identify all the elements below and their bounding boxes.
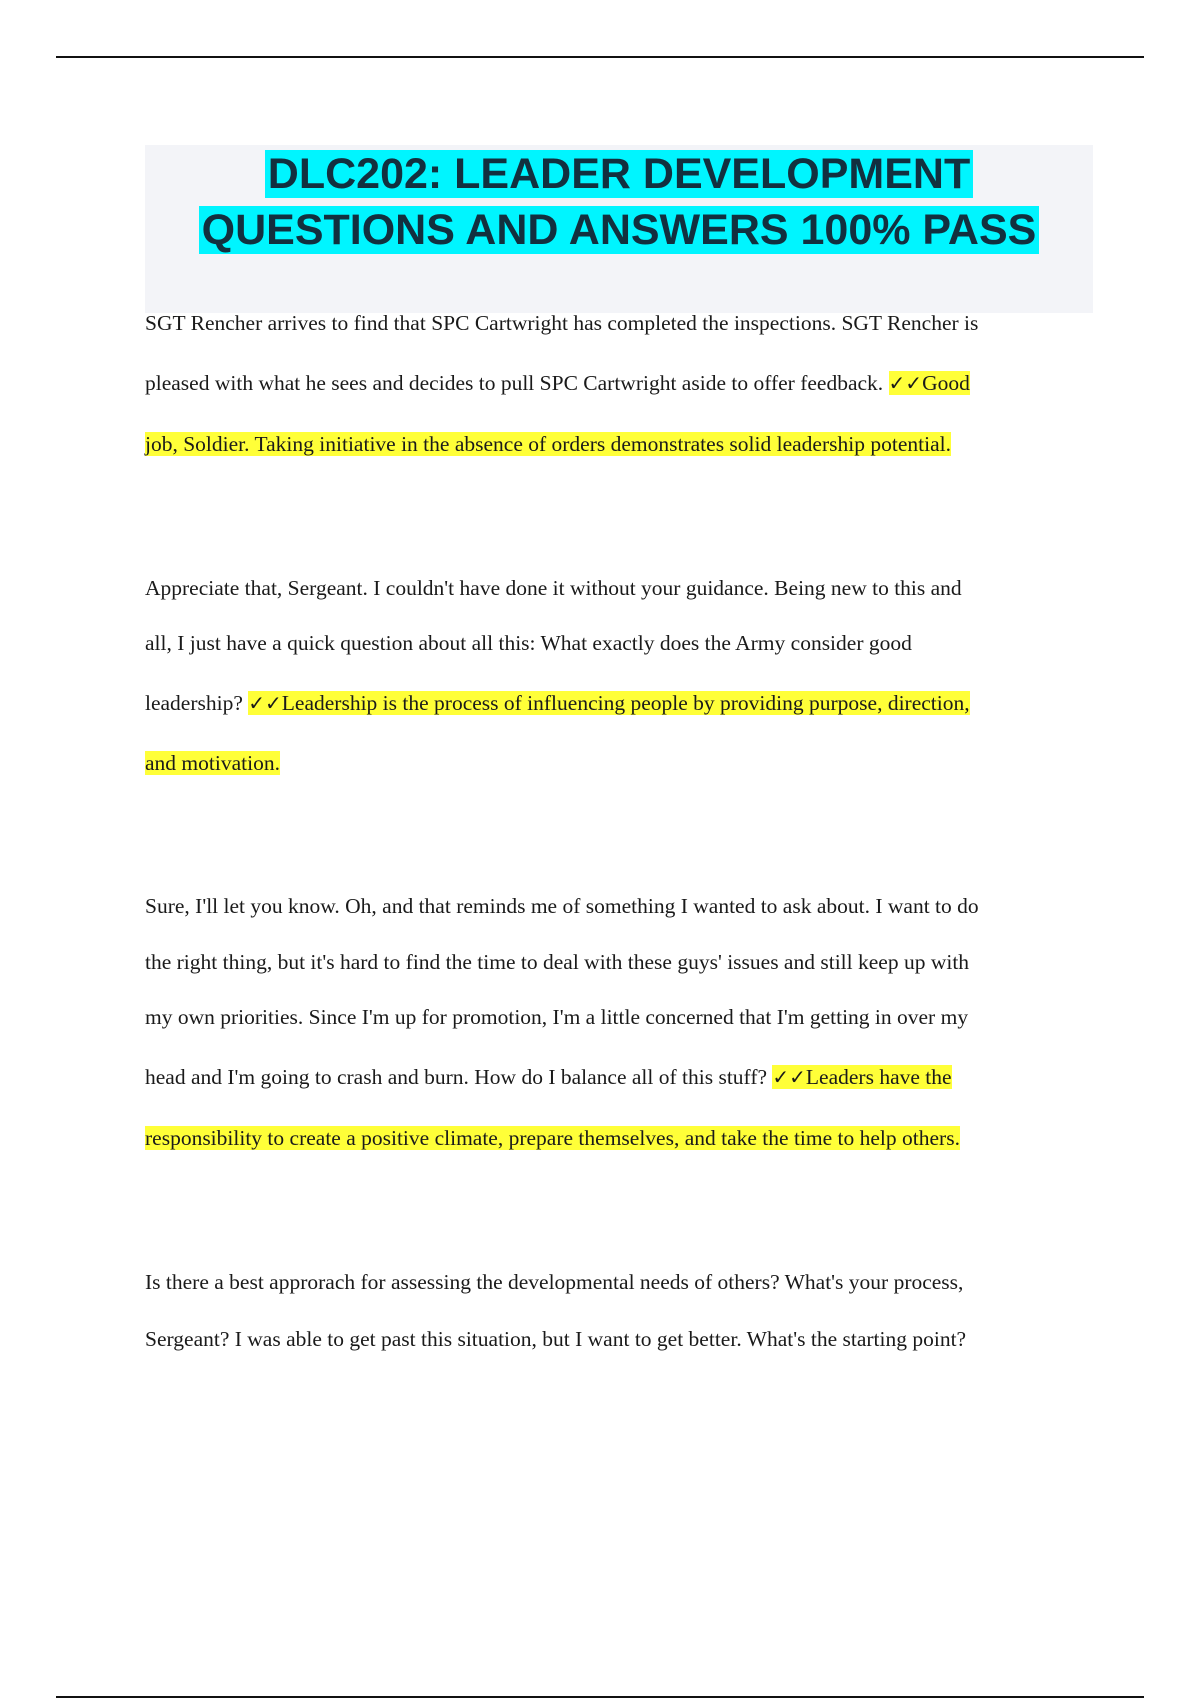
double-check-icon: ✓✓ (248, 691, 282, 715)
answer-text-line (145, 751, 280, 776)
answer-highlight (772, 1065, 951, 1089)
title-line-2: QUESTIONS AND ANSWERS 100% PASS (199, 206, 1040, 254)
question-text-line (145, 691, 970, 716)
question-text: Appreciate that, Sergeant. I couldn't have done it without your guidance. Being new to this and (145, 576, 962, 600)
title-block (145, 145, 1093, 313)
qa-item-1 (145, 311, 1105, 456)
answer-text-line (145, 432, 951, 457)
question-text: Sergeant? I was able to get past this situation, but I want to get better. What's the starting point? (145, 1327, 967, 1351)
bottom-rule (56, 1696, 1144, 1698)
question-text: the right thing, but it's hard to find the time to deal with these guys' issues and still keep up with (145, 950, 970, 974)
answer-text: Leaders have the (805, 1065, 952, 1089)
answer-text: job, Soldier. Taking initiative in the absence of orders demonstrates solid leadership potential. (145, 432, 951, 456)
question-text: head and I'm going to crash and burn. How do I balance all of this stuff? (145, 1065, 773, 1089)
answer-highlight (248, 691, 969, 715)
answer-highlight (889, 371, 970, 395)
title-line-1: DLC202: LEADER DEVELOPMENT (265, 150, 973, 198)
answer-text-line (145, 1126, 960, 1151)
answer-text: Leadership is the process of influencing people by providing purpose, direction, (281, 691, 970, 715)
answer-text: and motivation. (145, 751, 280, 775)
question-text: all, I just have a quick question about all this: What exactly does the Army consider good (145, 631, 912, 655)
double-check-icon: ✓✓ (772, 1065, 806, 1089)
question-text-line (145, 371, 970, 396)
question-text: Sure, I'll let you know. Oh, and that reminds me of something I wanted to ask about. I want to do (145, 894, 979, 918)
question-text: pleased with what he sees and decides to pull SPC Cartwright aside to offer feedback. (145, 371, 889, 395)
question-text: SGT Rencher arrives to find that SPC Cartwright has completed the inspections. SGT Rencher is (145, 311, 979, 335)
answer-text: responsibility to create a positive climate, prepare themselves, and take the time to help others. (145, 1126, 960, 1150)
top-rule (56, 56, 1144, 58)
question-text-line (145, 1065, 952, 1090)
double-check-icon: ✓✓ (888, 371, 923, 395)
document-title (145, 145, 1093, 258)
question-text: Is there a best approrach for assessing the developmental needs of others? What's your process, (145, 1270, 964, 1294)
question-text: leadership? (145, 691, 249, 715)
answer-text: Good (922, 371, 970, 395)
question-text: my own priorities. Since I'm up for promotion, I'm a little concerned that I'm getting in over my (145, 1005, 969, 1029)
